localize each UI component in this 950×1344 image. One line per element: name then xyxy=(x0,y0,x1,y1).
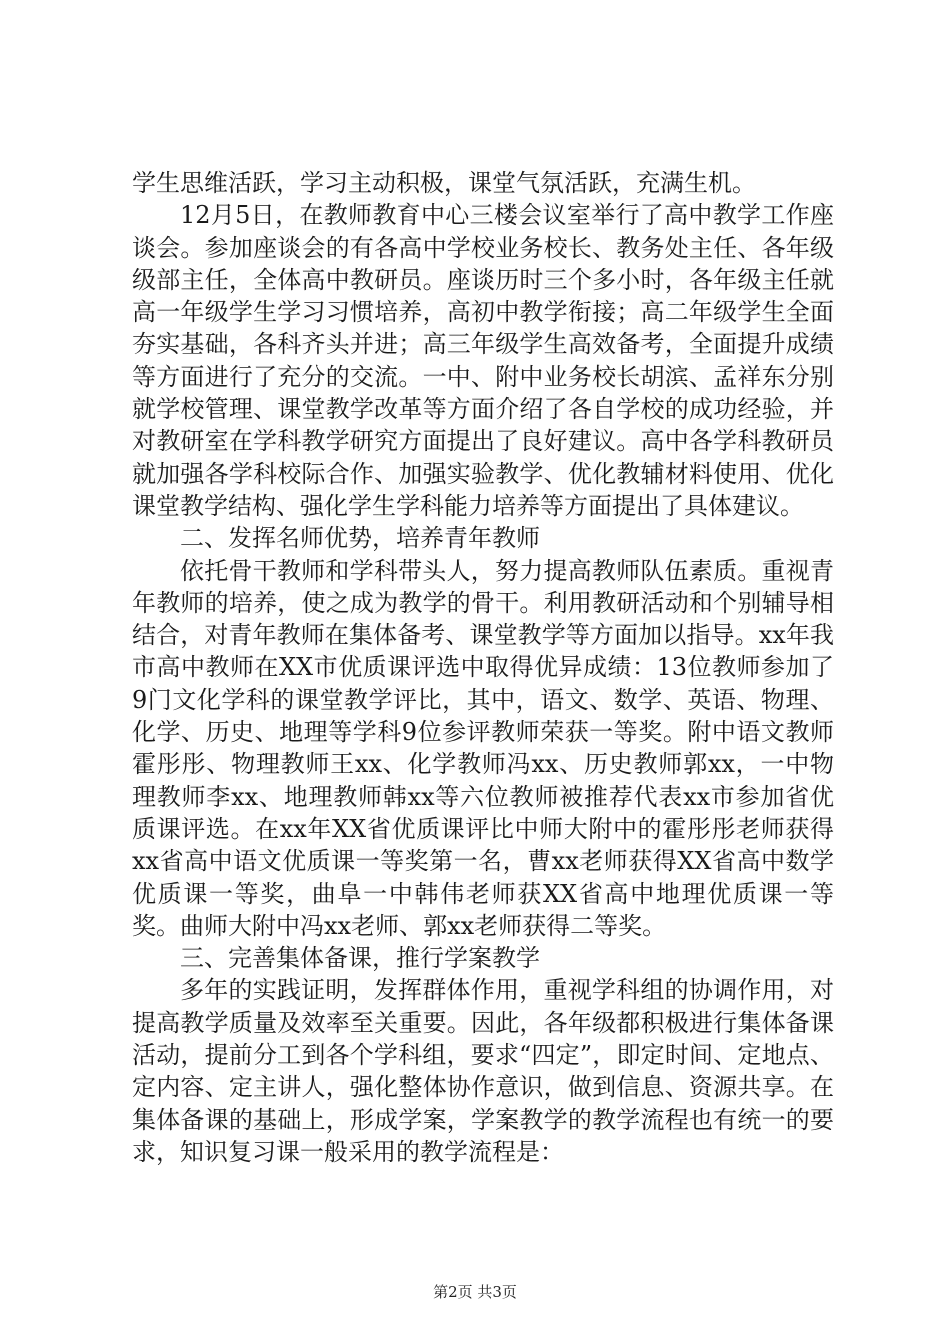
paragraph-young-teachers: 依托骨干教师和学科带头人，努力提高教师队伍素质。重视青年教师的培养，使之成为教学的骨干。利用教研活动和个别辅导相结合，对青年教师在集体备考、课堂教学等方面加以指导。xx年我市高中教师在XX市优质课评选中取得优异成绩：13位教师参加了9门文化学科的课堂教学评比，其中，语文、数学、英语、物理、化学、历史、地理等学科9位参评教师荣获一等奖。附中语文教师霍彤彤、物理教师王xx、化学教师冯xx、历史教师郭xx，一中物理教师李xx、地理教师韩xx等六位教师被推荐代表xx市参加省优质课评选。在xx年XX省优质课评比中师大附中的霍彤彤老师获得xx省高中语文优质课一等奖第一名，曹xx老师获得XX省高中数学优质课一等奖，曲阜一中韩伟老师获XX省高中地理优质课一等奖。曲师大附中冯xx老师、郭xx老师获得二等奖。 xyxy=(132,556,834,940)
page-footer: 第2页 共3页 xyxy=(433,1283,517,1301)
paragraph-continuation: 学生思维活跃，学习主动积极，课堂气氛活跃，充满生机。 xyxy=(132,169,756,197)
paragraph-collective-lesson-prep: 多年的实践证明，发挥群体作用，重视学科组的协调作用，对提高教学质量及效率至关重要。因此，各年级都积极进行集体备课活动，提前分工到各个学科组，要求“四定”，即定时间、定地点、定内容、定主讲人，强化整体协作意识，做到信息、资源共享。在集体备课的基础上，形成学案，学案教学的教学流程也有统一的要求，知识复习课一般采用的教学流程是： xyxy=(132,976,834,1166)
paragraph-symposium: 12月5日，在教师教育中心三楼会议室举行了高中教学工作座谈会。参加座谈会的有各高中学校业务校长、教务处主任、各年级级部主任，全体高中教研员。座谈历时三个多小时，各年级主任就高一年级学生学习习惯培养，高初中教学衔接；高二年级学生全面夯实基础，各科齐头并进；高三年级学生高效备考，全面提升成绩等方面进行了充分的交流。一中、附中业务校长胡滨、孟祥东分别就学校管理、课堂教学改革等方面介绍了各自学校的成功经验，并对教研室在学科教学研究方面提出了良好建议。高中各学科教研员就加强各学科校际合作、加强实验教学、优化教辅材料使用、优化课堂教学结构、强化学生学科能力培养等方面提出了具体建议。 xyxy=(132,201,834,520)
section-heading-3: 三、完善集体备课，推行学案教学 xyxy=(180,944,540,973)
document-body xyxy=(132,167,834,1168)
section-heading-2: 二、发挥名师优势，培养青年教师 xyxy=(180,524,540,553)
